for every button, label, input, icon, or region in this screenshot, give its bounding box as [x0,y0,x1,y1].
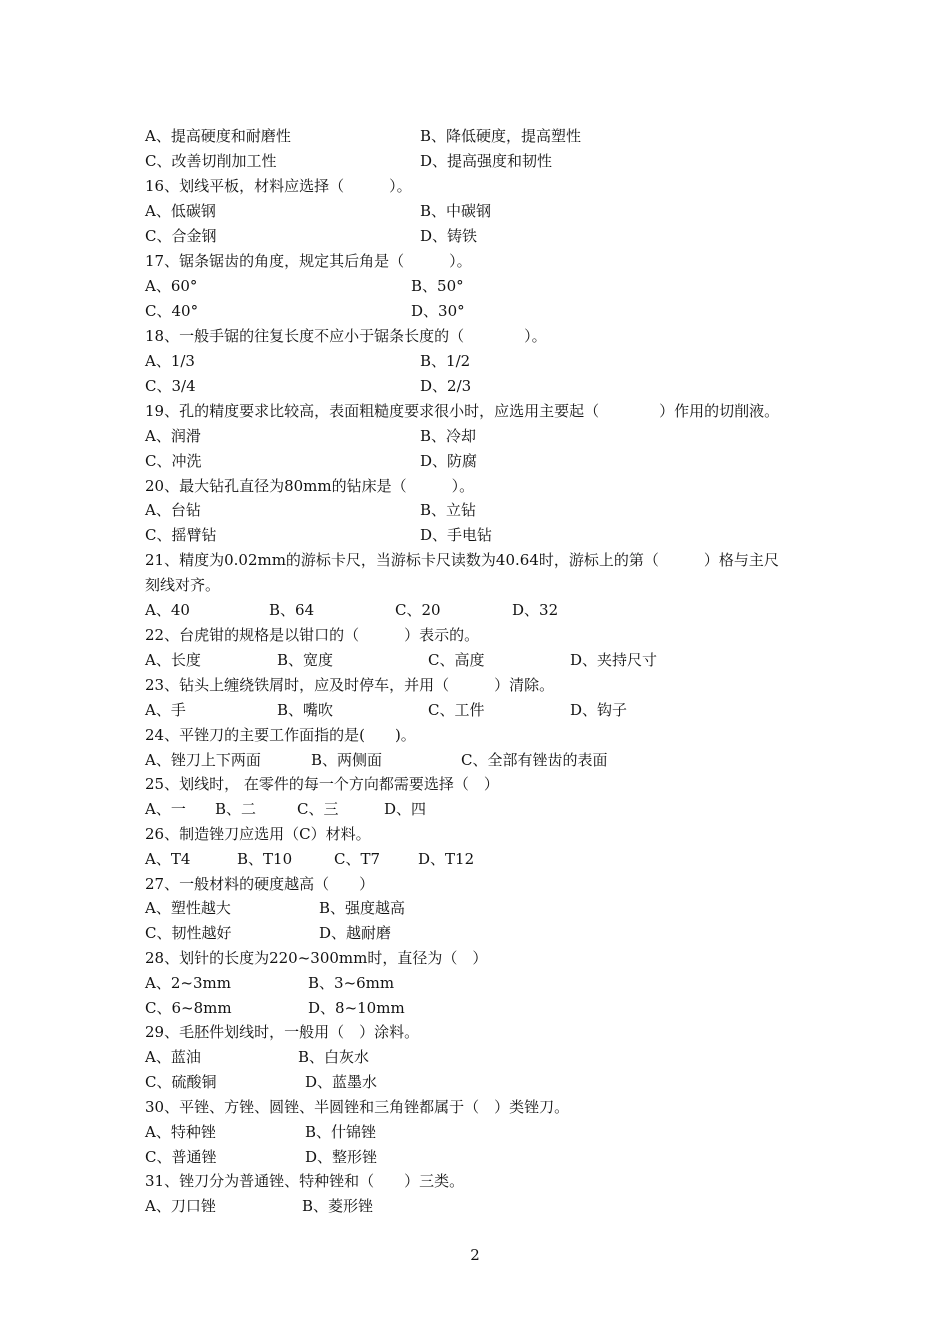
option-c: C、硫酸铜 [145,1073,217,1091]
option-b: B、强度越高 [319,899,406,917]
option-c: C、40° [145,302,199,320]
option-a: A、塑性越大 [145,899,231,917]
question-31: 31、锉刀分为普通锉、特种锉和（ ）三类。 [145,1172,465,1190]
option-c: C、工件 [428,701,485,719]
question-27: 27、一般材料的硬度越高（ ） [145,875,375,893]
option-d: D、32 [512,601,559,619]
question-24: 24、平锉刀的主要工作面指的是( )。 [145,726,416,744]
option-c: C、高度 [428,651,485,669]
option-c: C、三 [297,800,339,818]
option-d: D、T12 [418,850,475,868]
option-c: C、全部有锉齿的表面 [461,751,608,769]
question-25: 25、划线时， 在零件的每一个方向都需要选择（ ） [145,775,499,793]
question-19: 19、孔的精度要求比较高，表面粗糙度要求很小时，应选用主要起（ ）作用的切削液。 [145,402,780,420]
option-a: A、手 [145,701,186,719]
option-a: A、一 [145,800,186,818]
option-d: D、提高强度和韧性 [420,152,553,170]
option-b: B、64 [269,601,315,619]
question-23: 23、钻头上缠绕铁屑时，应及时停车，并用（ ）清除。 [145,676,555,694]
option-a: A、特种锉 [145,1123,216,1141]
question-28: 28、划针的长度为220~300mm时，直径为（ ） [145,949,488,967]
option-a: A、刀口锉 [145,1197,216,1215]
option-c: C、合金钢 [145,227,217,245]
option-d: D、防腐 [420,452,478,470]
page-number: 2 [470,1246,480,1264]
question-26: 26、制造锉刀应选用（C）材料。 [145,825,371,843]
question-21: 21、精度为0.02mm的游标卡尺，当游标卡尺读数为40.64时，游标上的第（ ）格与主尺 [145,551,779,569]
option-c: C、20 [395,601,441,619]
option-b: B、宽度 [277,651,334,669]
option-a: A、长度 [145,651,201,669]
option-b: B、菱形锉 [302,1197,374,1215]
option-d: D、手电钻 [420,526,493,544]
option-c: C、3/4 [145,377,196,395]
option-b: B、嘴吹 [277,701,334,719]
option-c: C、改善切削加工性 [145,152,277,170]
option-c: C、普通锉 [145,1148,217,1166]
option-c: C、T7 [334,850,381,868]
option-d: D、8~10mm [308,999,405,1017]
question-16: 16、划线平板，材料应选择（ ）。 [145,177,412,195]
option-d: D、夹持尺寸 [570,651,658,669]
question-30: 30、平锉、方锉、圆锉、半圆锉和三角锉都属于（ ）类锉刀。 [145,1098,570,1116]
option-d: D、30° [411,302,465,320]
option-a: A、锉刀上下两面 [145,751,261,769]
option-a: A、2~3mm [145,974,231,992]
option-a: A、提高硬度和耐磨性 [145,127,291,145]
option-a: A、润滑 [145,427,201,445]
option-d: D、四 [384,800,427,818]
question-18: 18、一般手锯的往复长度不应小于锯条长度的（ ）。 [145,327,547,345]
option-a: A、低碳钢 [145,202,216,220]
option-d: D、钩子 [570,701,628,719]
option-b: B、立钻 [420,501,477,519]
option-b: B、1/2 [420,352,471,370]
question-29: 29、毛胚件划线时，一般用（ ）涂料。 [145,1023,420,1041]
option-b: B、50° [411,277,464,295]
option-a: A、60° [145,277,198,295]
option-b: B、白灰水 [298,1048,370,1066]
option-a: A、1/3 [145,352,195,370]
option-b: B、T10 [237,850,293,868]
question-20: 20、最大钻孔直径为80mm的钻床是（ ）。 [145,477,475,495]
option-d: D、蓝墨水 [305,1073,378,1091]
option-d: D、整形锉 [305,1148,378,1166]
option-b: B、中碳钢 [420,202,492,220]
option-b: B、什锦锉 [305,1123,377,1141]
option-b: B、3~6mm [308,974,395,992]
question-22: 22、台虎钳的规格是以钳口的（ ）表示的。 [145,626,480,644]
option-d: D、铸铁 [420,227,478,245]
option-b: B、二 [215,800,257,818]
option-b: B、降低硬度，提高塑性 [420,127,582,145]
option-a: A、T4 [145,850,191,868]
option-a: A、台钻 [145,501,201,519]
question-21-continued: 刻线对齐。 [145,576,221,594]
option-b: B、两侧面 [311,751,383,769]
option-c: C、6~8mm [145,999,232,1017]
option-a: A、蓝油 [145,1048,201,1066]
option-b: B、冷却 [420,427,477,445]
question-17: 17、锯条锯齿的角度，规定其后角是（ ）。 [145,252,472,270]
option-c: C、冲洗 [145,452,202,470]
option-d: D、2/3 [420,377,472,395]
option-d: D、越耐磨 [319,924,392,942]
option-c: C、摇臂钻 [145,526,217,544]
option-c: C、韧性越好 [145,924,232,942]
option-a: A、40 [145,601,190,619]
